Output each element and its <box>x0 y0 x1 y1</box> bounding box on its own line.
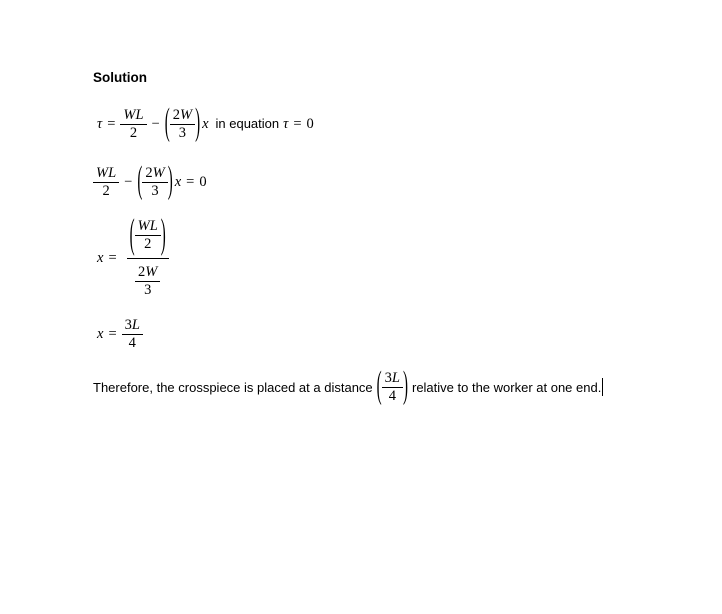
fraction-denominator: 2 <box>129 124 138 141</box>
right-paren: ) <box>195 103 201 145</box>
variable-w: W <box>179 106 193 123</box>
equation-result <box>97 317 702 352</box>
parenthesized-fraction-wl-over-2 <box>129 213 166 258</box>
fraction-denominator: 4 <box>128 335 136 351</box>
tau-symbol: τ <box>97 115 103 132</box>
coefficient-2: 2 <box>145 164 153 181</box>
x-variable: x <box>174 173 182 190</box>
fraction-2w-over-3 <box>170 107 195 142</box>
zero-value: 0 <box>199 173 207 190</box>
coefficient-2: 2 <box>138 264 146 280</box>
equals-sign: = <box>108 326 117 342</box>
coefficient-3: 3 <box>384 369 392 386</box>
x-variable: x <box>97 326 104 342</box>
fraction-2w-over-3 <box>142 165 167 200</box>
left-paren: ( <box>129 213 135 258</box>
inline-text: in equation <box>215 115 280 131</box>
coefficient-2: 2 <box>172 106 180 123</box>
equation-tail <box>200 116 314 133</box>
fraction-numerator <box>135 264 160 282</box>
text-cursor <box>602 378 603 396</box>
fraction-3l-over-4 <box>122 317 143 352</box>
parenthesized-fraction-3l-over-4 <box>376 366 408 408</box>
fraction-denominator: 2 <box>144 236 152 252</box>
left-paren: ( <box>137 161 143 203</box>
variable-w: W <box>152 164 165 181</box>
fraction-denominator: 2 <box>102 182 110 199</box>
conclusion-sentence <box>93 364 702 410</box>
fraction-numerator <box>382 370 403 388</box>
fraction-2w-over-3 <box>135 264 160 299</box>
fraction-denominator: 3 <box>144 282 152 298</box>
nested-fraction-denominator <box>135 259 160 299</box>
fraction-numerator <box>170 107 195 125</box>
left-paren: ( <box>164 103 170 145</box>
right-paren: ) <box>167 161 173 203</box>
equals-sign: = <box>107 115 116 132</box>
fraction-wl-over-2 <box>120 107 146 142</box>
fraction-wl-over-2 <box>135 218 161 253</box>
fraction-denominator: 3 <box>151 182 159 199</box>
conclusion-text-before: Therefore, the crosspiece is placed at a distance <box>93 379 373 395</box>
nested-fraction <box>127 213 169 299</box>
minus-sign: − <box>124 173 133 190</box>
equation-solve-for-x <box>97 213 702 299</box>
right-paren: ) <box>402 366 408 408</box>
coefficient-3: 3 <box>124 317 132 333</box>
nested-fraction-numerator <box>127 213 169 259</box>
solution-heading: Solution <box>93 70 147 85</box>
conclusion-text-after: relative to the worker at one end. <box>411 379 602 395</box>
x-variable: x <box>97 250 104 266</box>
variable-l: L <box>131 317 140 333</box>
fraction-denominator: 4 <box>388 387 396 404</box>
fraction-numerator <box>122 317 143 335</box>
fraction-numerator: WL <box>93 165 119 183</box>
fraction-3l-over-4 <box>382 370 403 405</box>
equals-sign: = <box>108 250 117 266</box>
variable-w: W <box>145 264 158 280</box>
left-paren: ( <box>376 366 382 408</box>
equation-torque-definition <box>97 102 702 146</box>
fraction-wl-over-2 <box>93 165 119 200</box>
tau-symbol: τ <box>283 115 289 132</box>
fraction-numerator: WL <box>120 107 146 125</box>
parenthesized-fraction-2w-over-3 <box>137 161 173 203</box>
equation-set-to-zero <box>93 160 702 204</box>
zero-value: 0 <box>306 115 314 132</box>
fraction-denominator: 3 <box>178 124 187 141</box>
variable-l: L <box>391 369 400 386</box>
equals-sign: = <box>186 173 195 190</box>
parenthesized-fraction-2w-over-3 <box>164 103 201 145</box>
fraction-numerator <box>142 165 167 183</box>
fraction-numerator: WL <box>135 218 161 236</box>
right-paren: ) <box>160 213 166 258</box>
minus-sign: − <box>151 115 160 132</box>
x-variable: x <box>202 115 209 132</box>
equals-sign: = <box>293 115 302 132</box>
equation-tail <box>173 174 207 191</box>
